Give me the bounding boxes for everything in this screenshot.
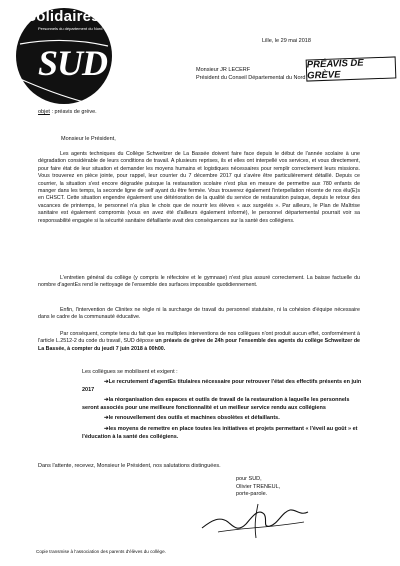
paragraph-strike-notice bbox=[38, 331, 360, 353]
signatory-org: pour SUD, bbox=[236, 476, 262, 482]
signatory-name: Olivier TRENEUL, bbox=[236, 483, 281, 490]
recipient-block bbox=[196, 66, 305, 82]
demand-item bbox=[82, 379, 362, 394]
signatory-block bbox=[236, 476, 280, 499]
strike-notice-bold: un préavis de grève de 24h pour l'ensemble des agents du collège Schweitzer de La Bassée, à compter du jeudi 7 juin 2018 à 00h00. bbox=[38, 338, 361, 352]
arrow-icon: ➔ bbox=[104, 415, 109, 422]
logo-brand: SUD bbox=[38, 43, 108, 83]
demand-text: les moyens de remettre en place toutes les initiatives et projets permettant « l'éveil au goût » et l'éducation à la santé des collégiens. bbox=[82, 425, 358, 440]
paragraph-maintenance: L'entretien général du collège (y compris le réfectoire et le gymnase) n'est plus assuré correctement. La baisse factuelle du nombre d'agentEs rend le nettoyage de l'ensemble des surfaces impossible quotidiennement. bbox=[38, 275, 360, 289]
demand-item bbox=[82, 415, 362, 423]
salutation: Monsieur le Président, bbox=[61, 136, 116, 142]
footer-note: Copie transmise à l'association des parents d'élèves du collège. bbox=[36, 549, 166, 554]
strike-notice-stamp: PRÉAVIS DE GRÈVE bbox=[306, 56, 397, 81]
arrow-icon: ➔ bbox=[104, 397, 109, 404]
demand-text: la réorganisation des espaces et outils de travail de la restauration à laquelle les personnels seront associés pour une meilleure fonctionnalité et un meilleur service rendu aux collégiens bbox=[82, 397, 350, 411]
demand-text: le renouvellement des outils et machines obsolètes et défaillants. bbox=[108, 415, 280, 422]
demand-text: Le recrutement d'agentEs titulaires nécessaire pour retrouver l'état des effectifs présents en juin 2017 bbox=[82, 379, 362, 393]
logo-subtitle: Personnels du département du Nord bbox=[38, 26, 103, 31]
object-text: : préavis de grève. bbox=[49, 109, 97, 115]
arrow-icon: ➔ bbox=[104, 379, 109, 385]
recipient-name: Monsieur JR LECERF bbox=[196, 67, 251, 73]
paragraph-clinitex: Enfin, l'intervention de Clinitex ne règle ni la surcharge de travail du personnel statutaire, ni la cohésion d'équipe nécessaire dans le cadre de la communauté éducative. bbox=[38, 307, 360, 321]
demands-list bbox=[82, 379, 362, 444]
solidaires-sud-logo bbox=[14, 6, 114, 106]
signatory-role: porte-parole. bbox=[236, 491, 268, 498]
demand-item bbox=[82, 397, 362, 412]
date-line: Lille, le 29 mai 2018 bbox=[262, 38, 311, 44]
arrow-icon: ➔ bbox=[104, 425, 109, 432]
closing-line: Dans l'attente, recevez, Monsieur le Président, nos salutations distinguées. bbox=[38, 463, 221, 469]
demand-item bbox=[82, 426, 362, 441]
object-label: objet bbox=[38, 109, 50, 115]
strike-notice-text: Par conséquent, compte tenu du fait que les multiples interventions de nos collègues n'ont produit aucun effet, conformément à l'article L.2512-2 du code du travail, SUD dépose bbox=[38, 331, 360, 345]
recipient-title: Président du Conseil Départemental du Nord bbox=[196, 75, 306, 81]
logo-title: Solidaires bbox=[26, 8, 100, 25]
paragraph-situation: Les agents techniques du Collège Schweitzer de La Bassée doivent faire face depuis le début de l'année scolaire à une dégradation considérable de leurs conditions de travail. A plusieurs reprises, ils et elles ont interpellé vos services, et vous directement, pour faire état de leur situation et demander les moyens humains et logistiques nécessaires pour remplir correctement leurs missions. Vous trouverez en pièce jointe, pour rappel, leur courrier du 7 décembre 2017 qui s'avère être particulièrement détaillé. Depuis ce courrier, la situation s'est encore dégradée puisque la restauration scolaire n'est plus en mesure de permettre aux 780 enfants de manger dans les temps, la seconde ligne de self ayant du être fermée. Vous trouverez également l'interpellation récente de nos élu(E)s en CHSCT. Cette situation engendre également une détérioration de la qualité du service de restauration puisque, depuis le retour des vacances de printemps, le personnel n'a plus le choix que de nourrir les élèves « aux surgelés ». Par ailleurs, le Plan de Maîtrise sanitaire est également compromis (vous en avez été d'ailleurs également informé), le personnel départemental pourrait voir sa responsabilité engagée si la sécurité sanitaire défaillante avait des conséquences sur la santé des collégiens. bbox=[38, 151, 360, 224]
demands-intro: Les collègues se mobilisent et exigent : bbox=[82, 369, 178, 375]
handwritten-signature bbox=[198, 498, 318, 542]
object-line bbox=[38, 109, 97, 115]
